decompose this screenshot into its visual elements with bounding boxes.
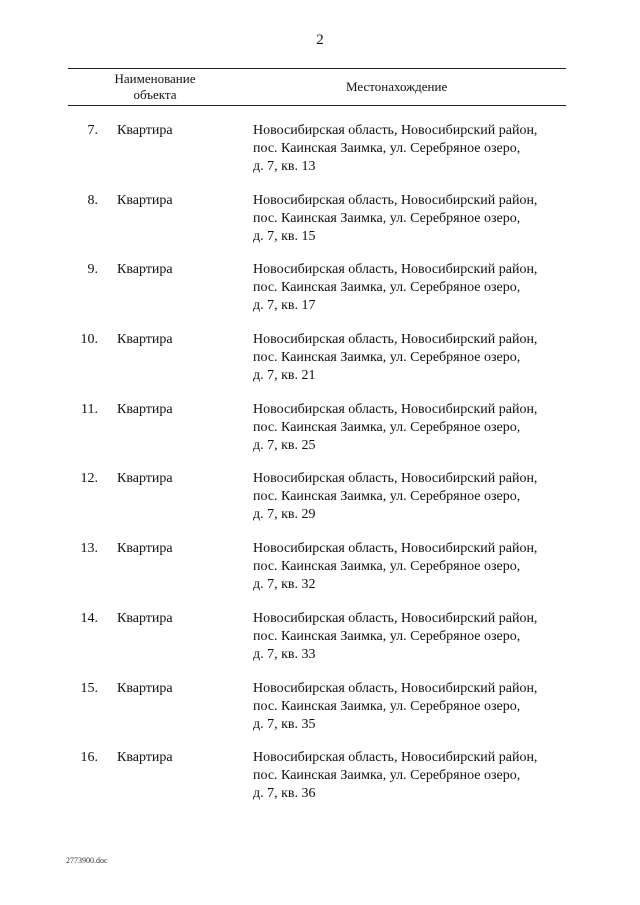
row-number: 9. — [87, 262, 98, 278]
object-address — [253, 470, 583, 524]
address-line: д. 7, кв. 17 — [253, 298, 316, 314]
object-address — [253, 749, 583, 803]
object-name: Квартира — [117, 123, 173, 138]
object-name: Квартира — [117, 610, 173, 626]
table-row — [0, 470, 640, 540]
address-line: пос. Каинская Заимка, ул. Серебряное озеро, — [253, 141, 521, 156]
address-line: д. 7, кв. 33 — [253, 646, 316, 662]
object-address — [253, 192, 583, 246]
table-row — [0, 610, 640, 680]
table-row — [0, 331, 640, 401]
address-line: Новосибирская область, Новосибирский район, — [253, 610, 538, 626]
address-line: пос. Каинская Заимка, ул. Серебряное озеро, — [253, 210, 521, 226]
row-number: 11. — [81, 401, 98, 417]
object-name: Квартира — [117, 401, 173, 417]
table-row — [0, 749, 640, 819]
address-line: д. 7, кв. 21 — [253, 368, 316, 384]
row-number: 13. — [80, 541, 98, 557]
row-number: 10. — [80, 332, 98, 348]
address-line: пос. Каинская Заимка, ул. Серебряное озеро, — [253, 419, 521, 435]
table-row — [0, 401, 640, 471]
address-line: Новосибирская область, Новосибирский район, — [253, 750, 538, 766]
header-name-column — [80, 71, 230, 103]
address-line: Новосибирская область, Новосибирский район, — [253, 680, 538, 696]
table-row — [0, 680, 640, 750]
address-line: д. 7, кв. 36 — [253, 786, 316, 802]
address-line: пос. Каинская Заимка, ул. Серебряное озеро, — [253, 280, 521, 296]
row-number: 14. — [80, 610, 98, 626]
object-name: Квартира — [117, 332, 173, 348]
address-line: пос. Каинская Заимка, ул. Серебряное озеро, — [253, 628, 521, 644]
address-line: д. 7, кв. 13 — [253, 159, 316, 174]
address-line: Новосибирская область, Новосибирский район, — [253, 123, 538, 138]
row-number: 8. — [87, 192, 98, 208]
address-line: пос. Каинская Заимка, ул. Серебряное озеро, — [253, 489, 521, 505]
object-address — [253, 401, 583, 455]
address-line: Новосибирская область, Новосибирский район, — [253, 471, 538, 487]
object-name: Квартира — [117, 192, 173, 208]
address-line: д. 7, кв. 25 — [253, 437, 316, 453]
object-name: Квартира — [117, 680, 173, 696]
table-header — [68, 68, 566, 106]
row-number: 16. — [80, 750, 98, 766]
row-number: 7. — [87, 123, 98, 138]
object-address — [253, 680, 583, 734]
header-name-line-1: Наименование — [114, 71, 196, 86]
address-line: Новосибирская область, Новосибирский район, — [253, 262, 538, 278]
object-name: Квартира — [117, 541, 173, 557]
header-location-column: Местонахождение — [346, 79, 448, 94]
footer-filename: 2773900.doc — [66, 856, 108, 865]
object-name: Квартира — [117, 262, 173, 278]
header-name-line-2: объекта — [133, 87, 177, 102]
table-row — [0, 261, 640, 331]
row-number: 12. — [80, 471, 98, 487]
address-line: д. 7, кв. 29 — [253, 507, 316, 523]
address-line: пос. Каинская Заимка, ул. Серебряное озеро, — [253, 768, 521, 784]
address-line: Новосибирская область, Новосибирский район, — [253, 192, 538, 208]
object-address — [253, 122, 583, 176]
object-address — [253, 610, 583, 664]
address-line: Новосибирская область, Новосибирский район, — [253, 401, 538, 417]
object-address — [253, 540, 583, 594]
object-address — [253, 261, 583, 315]
address-line: пос. Каинская Заимка, ул. Серебряное озеро, — [253, 559, 521, 575]
row-number: 15. — [80, 680, 98, 696]
address-line: пос. Каинская Заимка, ул. Серебряное озеро, — [253, 350, 521, 366]
address-line: д. 7, кв. 32 — [253, 577, 316, 593]
address-line: д. 7, кв. 15 — [253, 228, 316, 244]
page-number: 2 — [316, 32, 324, 48]
address-line: пос. Каинская Заимка, ул. Серебряное озеро, — [253, 698, 521, 714]
object-address — [253, 331, 583, 385]
address-line: Новосибирская область, Новосибирский район, — [253, 541, 538, 557]
object-name: Квартира — [117, 471, 173, 487]
object-name: Квартира — [117, 750, 173, 766]
table-row — [0, 192, 640, 262]
address-line: д. 7, кв. 35 — [253, 716, 316, 732]
table-row — [0, 122, 640, 192]
table-body — [0, 122, 640, 819]
address-line: Новосибирская область, Новосибирский район, — [253, 332, 538, 348]
table-row — [0, 540, 640, 610]
